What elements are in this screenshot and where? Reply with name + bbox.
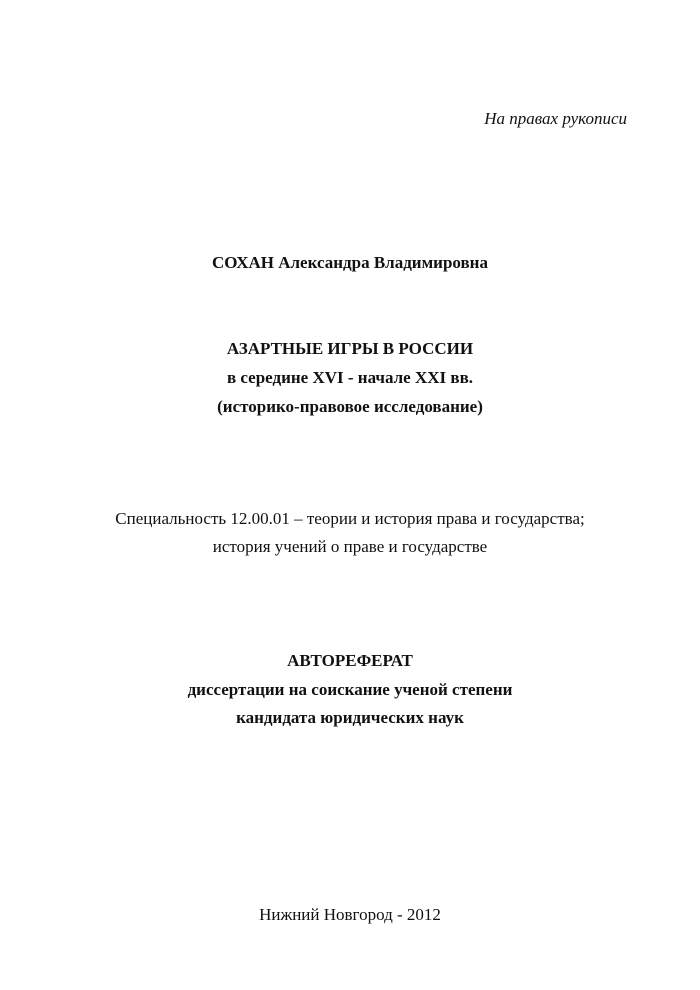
title-line-1: АЗАРТНЫЕ ИГРЫ В РОССИИ	[226, 339, 474, 358]
title-line-3: (историко-правовое исследование)	[217, 397, 483, 416]
author-name: СОХАН Александра Владимировна	[212, 253, 488, 272]
rights-note: На правах рукописи	[484, 109, 627, 128]
place-and-year: Нижний Новгород - 2012	[259, 905, 441, 924]
abstract-line-2: кандидата юридических наук	[236, 708, 464, 727]
title-line-2: в середине XVI - начале XXI вв.	[226, 368, 474, 387]
specialty-line-1: Специальность 12.00.01 – теории и история права и государства;	[115, 509, 585, 528]
abstract-heading: АВТОРЕФЕРАТ	[287, 651, 413, 670]
abstract-line-1: диссертации на соискание ученой степени	[187, 680, 513, 699]
specialty-line-2: история учений о праве и государстве	[212, 537, 488, 556]
